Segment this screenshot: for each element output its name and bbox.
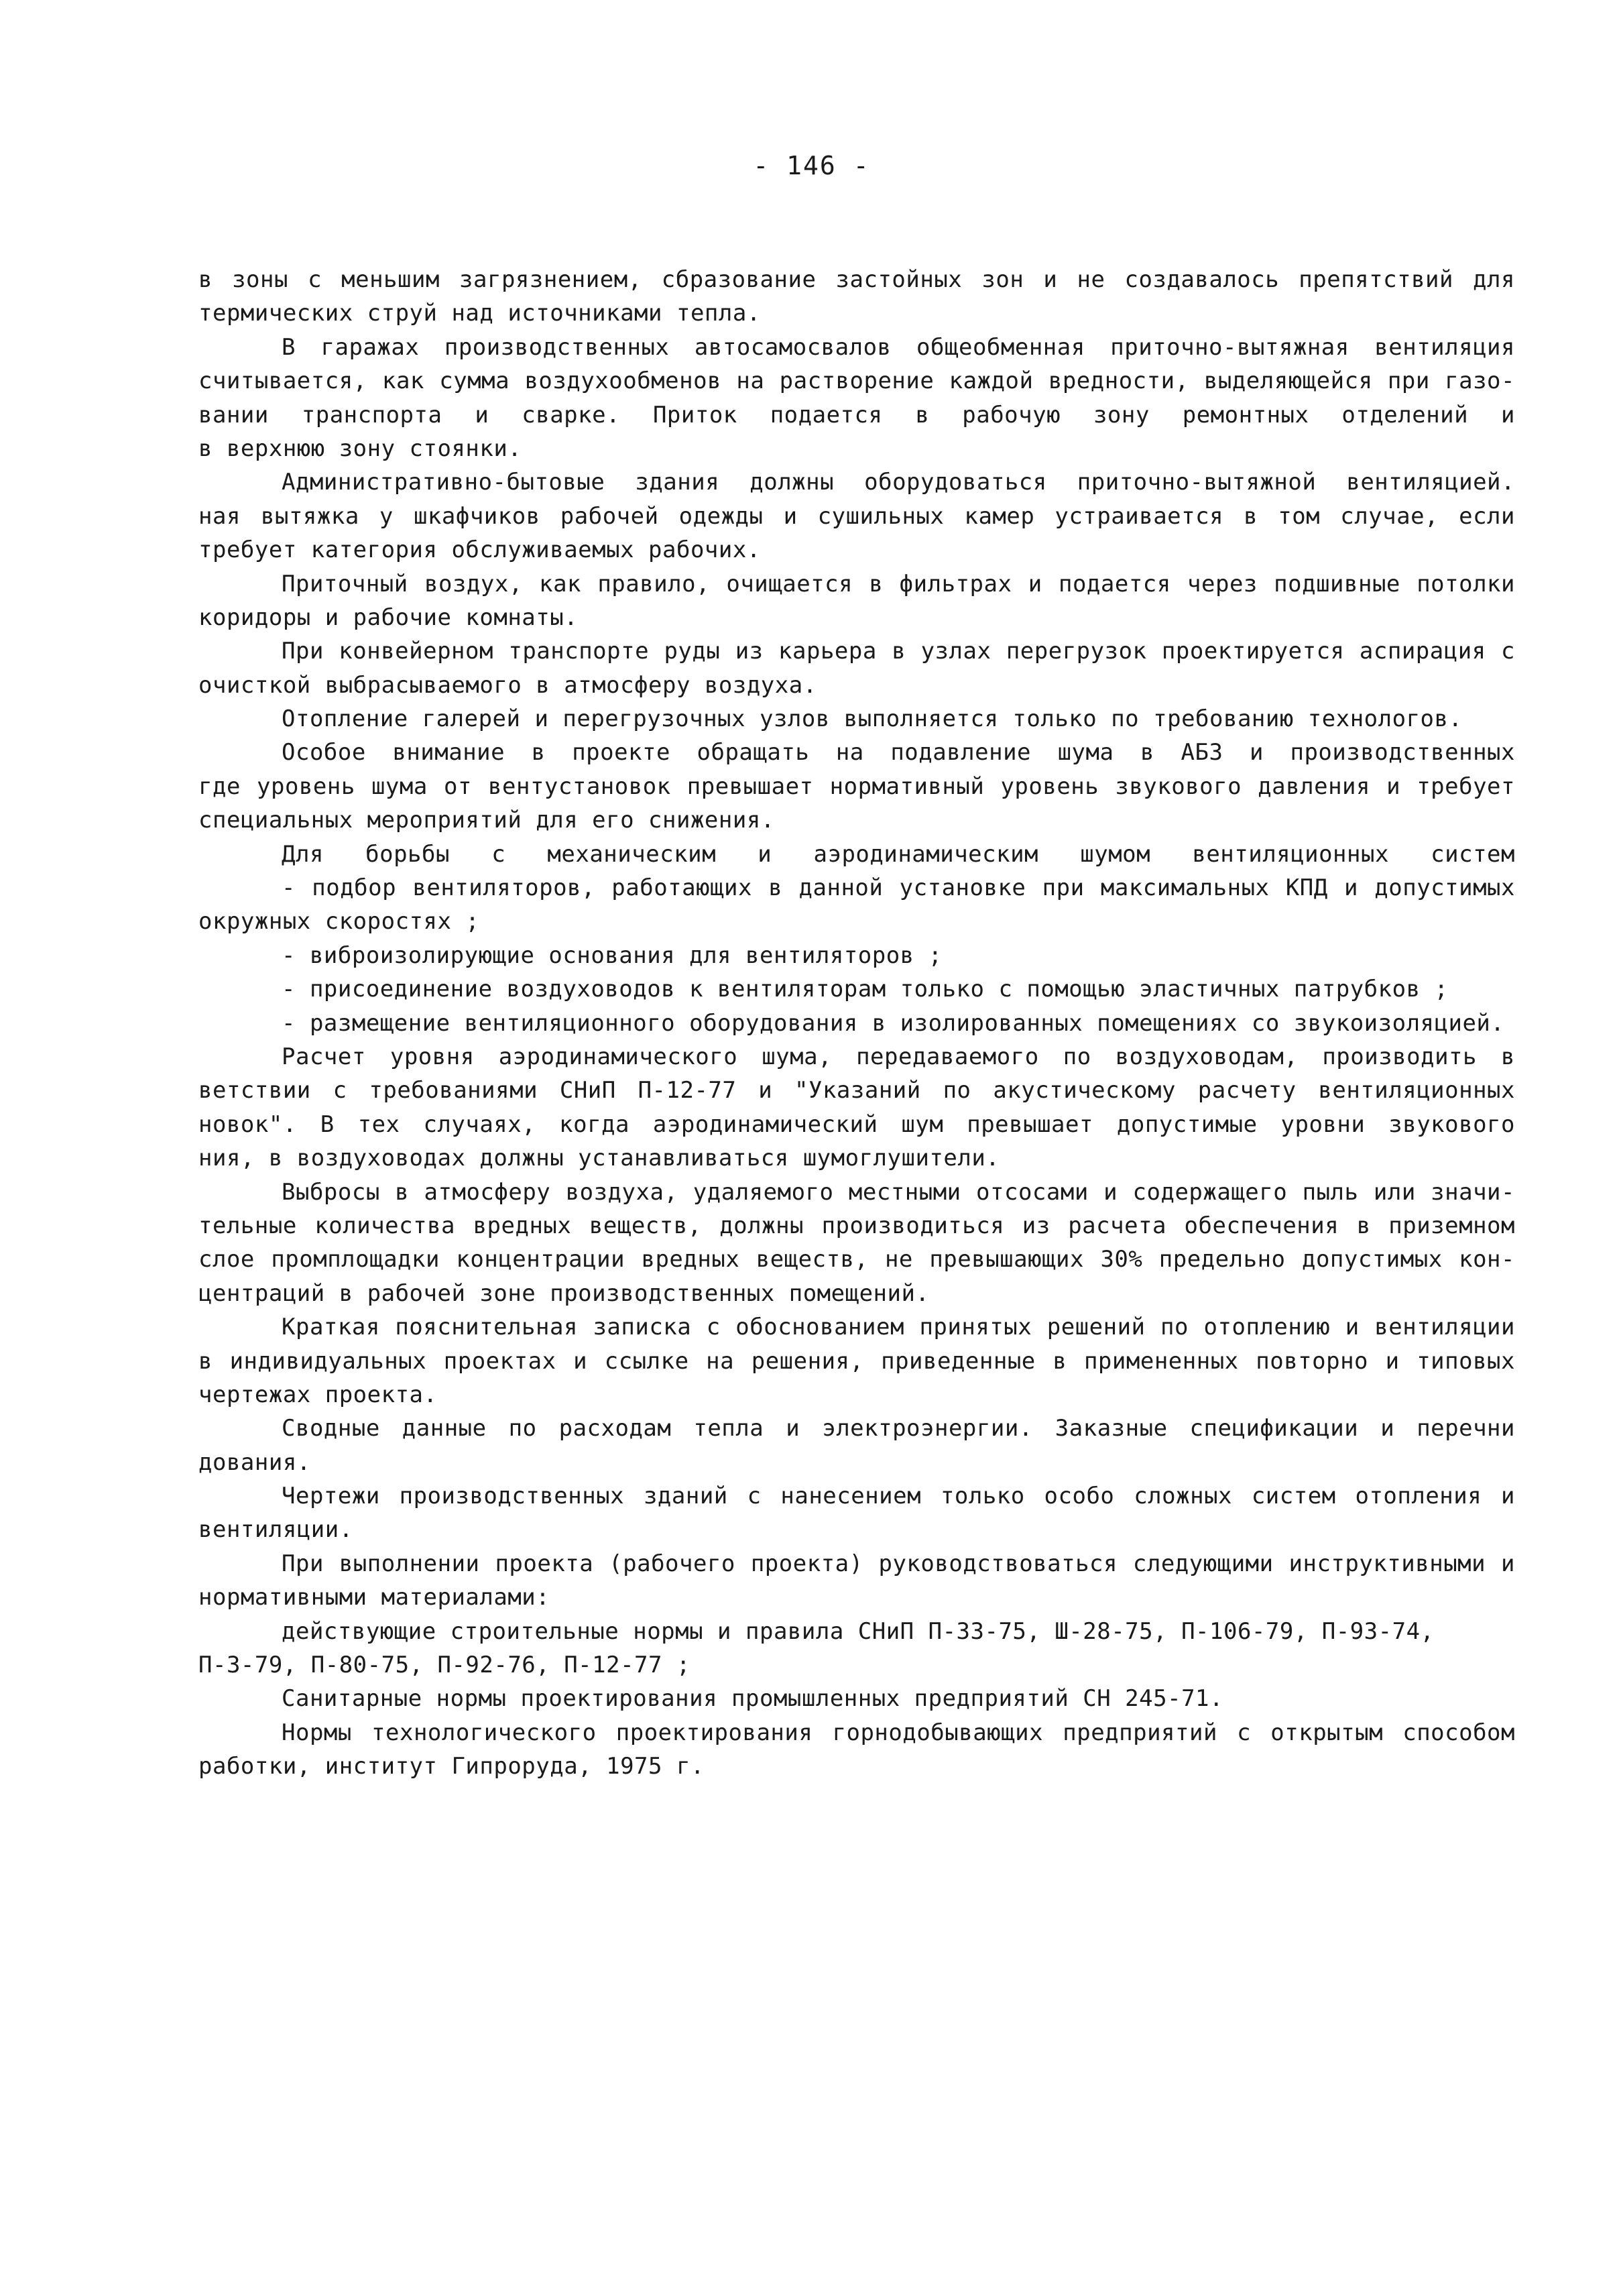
- text-line: Особое внимание в проекте обращать на подавление шума в АБЗ и производственных: [282, 739, 1515, 766]
- text-line: ния, в воздуховодах должны устанавливаться шумоглушители.: [198, 1145, 1000, 1172]
- text-line: вентиляции.: [198, 1516, 353, 1544]
- text-line: центраций в рабочей зоне производственных помещений.: [198, 1279, 930, 1307]
- text-line: работки, институт Гипроруда, 1975 г.: [198, 1753, 705, 1780]
- text-line: - виброизолирующие основания для вентиляторов ;: [282, 941, 943, 969]
- text-line: - подбор вентиляторов, работающих в данной установке при максимальных КПД и допустимых: [282, 874, 1515, 902]
- text-line: При конвейерном транспорте руды из карьера в узлах перегрузок проектируется аспирация с: [282, 638, 1515, 665]
- text-line: чертежах проекта.: [198, 1381, 438, 1408]
- text-line: где уровень шума от вентустановок превышает нормативный уровень звукового давления и требует: [198, 772, 1515, 800]
- text-line: Административно-бытовые здания должны оборудоваться приточно-вытяжной вентиляцией.: [282, 469, 1515, 496]
- text-line: Для борьбы с механическим и аэродинамическим шумом вентиляционных систем: [282, 840, 1515, 868]
- text-line: Отопление галерей и перегрузочных узлов выполняется только по требованию технологов.: [282, 705, 1463, 733]
- text-line: вании транспорта и сварке. Приток подается в рабочую зону ремонтных отделений и: [198, 401, 1515, 428]
- text-line: Выбросы в атмосферу воздуха, удаляемого местными отсосами и содержащего пыль или значи-: [282, 1178, 1515, 1206]
- text-line: Чертежи производственных зданий с нанесением только особо сложных систем отопления и: [282, 1483, 1515, 1510]
- text-line: Расчет уровня аэродинамического шума, передаваемого по воздуховодам, производить в: [282, 1043, 1515, 1070]
- text-line: дования.: [198, 1448, 311, 1476]
- text-line: в зоны с меньшим загрязнением, сбразование застойных зон и не создавалось препятствий для: [198, 266, 1515, 293]
- text-line: Сводные данные по расходам тепла и электроэнергии. Заказные спецификации и перечни: [282, 1415, 1515, 1442]
- text-line: ная вытяжка у шкафчиков рабочей одежды и сушильных камер устраивается в том случае, если: [198, 502, 1515, 530]
- text-line: считывается, как сумма воздухообменов на растворение каждой вредности, выделяющейся при газо-: [198, 367, 1515, 395]
- text-line: - размещение вентиляционного оборудования в изолированных помещениях со звукоизоляцией.: [282, 1009, 1505, 1037]
- text-line: очисткой выбрасываемого в атмосферу воздуха.: [198, 671, 817, 699]
- body-text: [198, 263, 1515, 1784]
- text-line: нормативными материалами:: [198, 1584, 550, 1611]
- text-line: специальных мероприятий для его снижения.: [198, 807, 775, 834]
- text-line: Нормы технологического проектирования горнодобывающих предприятий с открытым способом: [282, 1719, 1515, 1746]
- text-line: требует категория обслуживаемых рабочих.: [198, 536, 761, 564]
- text-line: в верхнюю зону стоянки.: [198, 435, 522, 462]
- text-line: Краткая пояснительная записка с обоснованием принятых решений по отоплению и вентиляции: [282, 1314, 1515, 1341]
- text-line: ветствии с требованиями СНиП П-12-77 и "Указаний по акустическому расчету вентиляционных: [198, 1077, 1515, 1104]
- text-line: В гаражах производственных автосамосвалов общеобменная приточно-вытяжная вентиляция: [282, 333, 1515, 361]
- text-line: - присоединение воздуховодов к вентиляторам только с помощью эластичных патрубков ;: [282, 976, 1449, 1003]
- text-line: действующие строительные нормы и правила СНиП П-33-75, Ш-28-75, П-106-79, П-93-74,: [282, 1617, 1435, 1645]
- text-line: в индивидуальных проектах и ссылке на решения, приведенные в примененных повторно и типовых: [198, 1347, 1515, 1375]
- text-line: тельные количества вредных веществ, должны производиться из расчета обеспечения в приземном: [198, 1212, 1515, 1239]
- page-number: - 146 -: [753, 151, 870, 180]
- text-line: новок". В тех случаях, когда аэродинамический шум превышает допустимые уровни звукового: [198, 1110, 1515, 1138]
- text-line: П-3-79, П-80-75, П-92-76, П-12-77 ;: [198, 1652, 690, 1679]
- text-line: Приточный воздух, как правило, очищается в фильтрах и подается через подшивные потолки: [282, 570, 1515, 597]
- text-line: Санитарные нормы проектирования промышленных предприятий СН 245-71.: [282, 1685, 1223, 1713]
- text-line: коридоры и рабочие комнаты.: [198, 604, 579, 631]
- text-line: окружных скоростях ;: [198, 908, 480, 935]
- text-line: термических струй над источниками тепла.: [198, 300, 761, 327]
- text-line: При выполнении проекта (рабочего проекта) руководствоваться следующими инструктивными и: [282, 1550, 1515, 1577]
- text-line: слое промплощадки концентрации вредных веществ, не превышающих 30% предельно допустимых кон-: [198, 1246, 1515, 1273]
